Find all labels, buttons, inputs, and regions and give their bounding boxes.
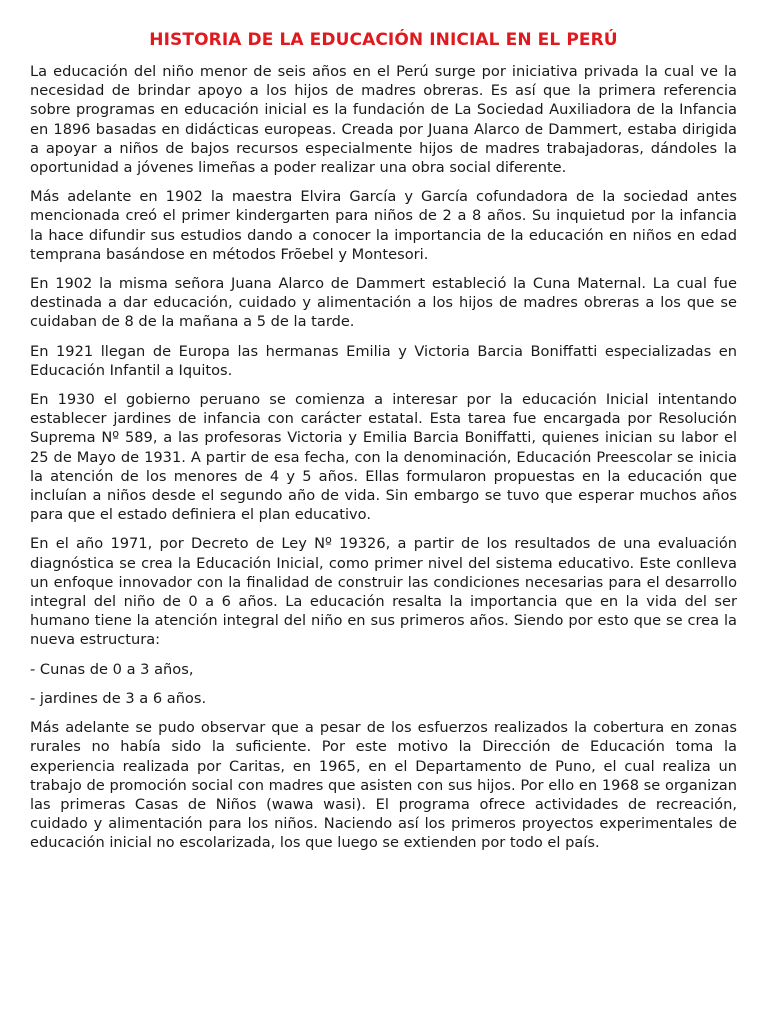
paragraph-origins: La educación del niño menor de seis años en el Perú surge por iniciativa privada la cual ve la necesidad de brindar apoyo a los hijos de madres obreras. Es así que la primera referencia sobre programas en educación inicial es la fundación de La Sociedad Auxiliadora de la Infancia en 1896 basadas en didácticas europeas. Creada por Juana Alarco de Dammert, estaba dirigida a apoyar a niños de bajos recursos especialmente hijos de madres trabajadoras, dándoles la oportunidad a jóvenes limeñas a poder realizar una obra social diferente. bbox=[30, 63, 737, 177]
paragraph-kindergarten: Más adelante en 1902 la maestra Elvira García y García cofundadora de la sociedad antes mencionada creó el primer kindergarten para niños de 2 a 8 años. Su inquietud por la infancia la hace difundir sus estudios dando a conocer la importancia de la educación en niños en edad temprana basándose en métodos Frõebel y Montesori. bbox=[30, 188, 737, 263]
paragraph-1971-decree: En el año 1971, por Decreto de Ley Nº 19326, a partir de los resultados de una evaluación diagnóstica se crea la Educación Inicial, como primer nivel del sistema educativo. Este conlleva un enfoque innovador con la finalidad de construir las condiciones necesarias para el desarrollo integral del niño de 0 a 6 años. La educación resalta la importancia que en la vida del ser humano tiene la atención integral del niño en sus primeros años. Siendo por esto que se crea la nueva estructura: bbox=[30, 535, 737, 649]
list-item-cunas: - Cunas de 0 a 3 años, bbox=[30, 660, 194, 678]
paragraph-barcia-sisters: En 1921 llegan de Europa las hermanas Emilia y Victoria Barcia Boniffatti especializadas en Educación Infantil a Iquitos. bbox=[30, 342, 737, 379]
paragraph-1930-state: En 1930 el gobierno peruano se comienza a interesar por la educación Inicial intentando establecer jardines de infancia con carácter estatal. Esta tarea fue encargada por Resolución Suprema Nº 589, a las profesoras Victoria y Emilia Barcia Boniffatti, quienes inician su labor el 25 de Mayo de 1931. A partir de esa fecha, con la denominación, Educación Preescolar se inicia la atención de los menores de 4 y 5 años. Ellas formularon propuestas en la educación que incluían a niños desde el segundo año de vida. Sin embargo se tuvo que esperar muchos años para que el estado definiera el plan educativo. bbox=[30, 391, 737, 524]
document-page bbox=[30, 28, 737, 863]
document-title: HISTORIA DE LA EDUCACIÓN INICIAL EN EL PERÚ bbox=[149, 30, 618, 50]
list-item-jardines: - jardines de 3 a 6 años. bbox=[30, 689, 207, 707]
paragraph-cuna-maternal: En 1902 la misma señora Juana Alarco de Dammert estableció la Cuna Maternal. La cual fue destinada a dar educación, cuidado y alimentación a los hijos de madres obreras a los que se cuidaban de 8 de la mañana a 5 de la tarde. bbox=[30, 275, 737, 331]
paragraph-wawa-wasi: Más adelante se pudo observar que a pesar de los esfuerzos realizados la cobertura en zonas rurales no había sido la suficiente. Por este motivo la Dirección de Educación toma la experiencia realizada por Caritas, en 1965, en el Departamento de Puno, el cual realiza un trabajo de promoción social con madres que asisten con sus hijos. Por ello en 1968 se organizan las primeras Casas de Niños (wawa wasi). El programa ofrece actividades de recreación, cuidado y alimentación para los niños. Naciendo así los primeros proyectos experimentales de educación inicial no escolarizada, los que luego se extienden por todo el país. bbox=[30, 719, 737, 852]
